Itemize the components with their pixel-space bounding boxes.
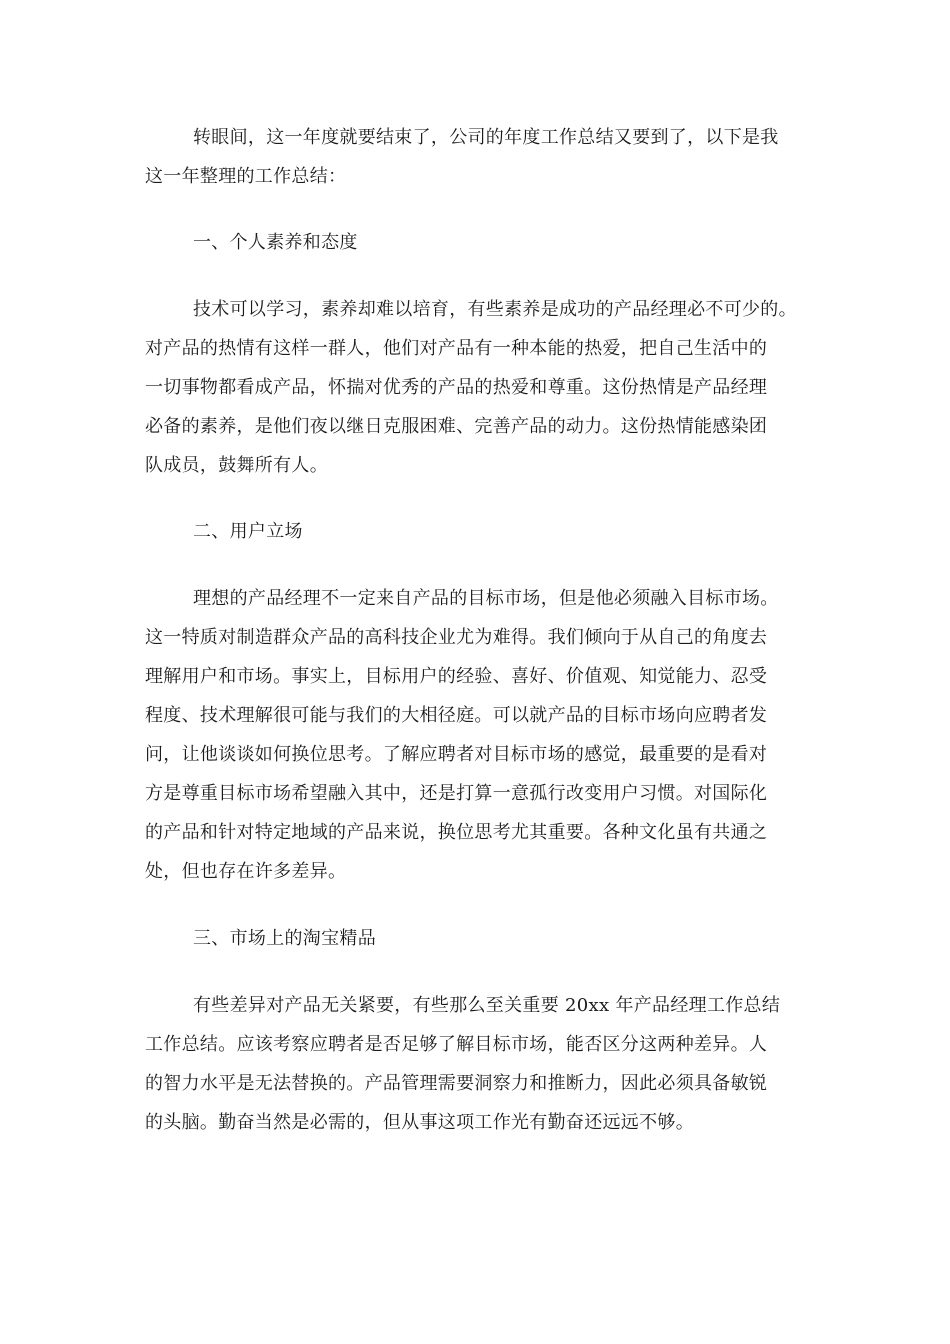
section-heading: 二、用户立场: [193, 521, 303, 542]
paragraph-line: 一切事物都看成产品，怀揣对优秀的产品的热爱和尊重。这份热情是产品经理: [145, 377, 768, 398]
paragraph-line: 这一特质对制造群众产品的高科技企业尤为难得。我们倾向于从自己的角度去: [145, 627, 768, 648]
paragraph-line: 技术可以学习，素养却难以培育，有些素养是成功的产品经理必不可少的。: [193, 299, 797, 320]
intro-line: 这一年整理的工作总结：: [145, 166, 347, 187]
intro-line: 转眼间，这一年度就要结束了，公司的年度工作总结又要到了，以下是我: [193, 127, 779, 148]
paragraph-line: 理想的产品经理不一定来自产品的目标市场，但是他必须融入目标市场。: [193, 588, 779, 609]
section-heading: 一、个人素养和态度: [193, 232, 358, 253]
section-heading: 三、市场上的淘宝精品: [193, 928, 376, 949]
paragraph-line: 必备的素养，是他们夜以继日克服困难、完善产品的动力。这份热情能感染团: [145, 416, 768, 437]
paragraph-line: 对产品的热情有这样一群人，他们对产品有一种本能的热爱，把自己生活中的: [145, 338, 768, 359]
paragraph-line: 处，但也存在许多差异。: [145, 861, 347, 882]
paragraph-line: 的产品和针对特定地域的产品来说，换位思考尤其重要。各种文化虽有共通之: [145, 822, 768, 843]
paragraph-line: 程度、技术理解很可能与我们的大相径庭。可以就产品的目标市场向应聘者发: [145, 705, 768, 726]
paragraph-line: 有些差异对产品无关紧要，有些那么至关重要 20xx 年产品经理工作总结: [193, 995, 781, 1016]
paragraph-line: 队成员，鼓舞所有人。: [145, 455, 328, 476]
paragraph-line: 的智力水平是无法替换的。产品管理需要洞察力和推断力，因此必须具备敏锐: [145, 1073, 768, 1094]
paragraph-line: 问，让他谈谈如何换位思考。了解应聘者对目标市场的感觉，最重要的是看对: [145, 744, 768, 765]
paragraph-line: 的头脑。勤奋当然是必需的，但从事这项工作光有勤奋还远远不够。: [145, 1112, 694, 1133]
paragraph-line: 理解用户和市场。事实上，目标用户的经验、喜好、价值观、知觉能力、忍受: [145, 666, 768, 687]
paragraph-line: 方是尊重目标市场希望融入其中，还是打算一意孤行改变用户习惯。对国际化: [145, 783, 768, 804]
paragraph-line: 工作总结。应该考察应聘者是否足够了解目标市场，能否区分这两种差异。人: [145, 1034, 768, 1055]
